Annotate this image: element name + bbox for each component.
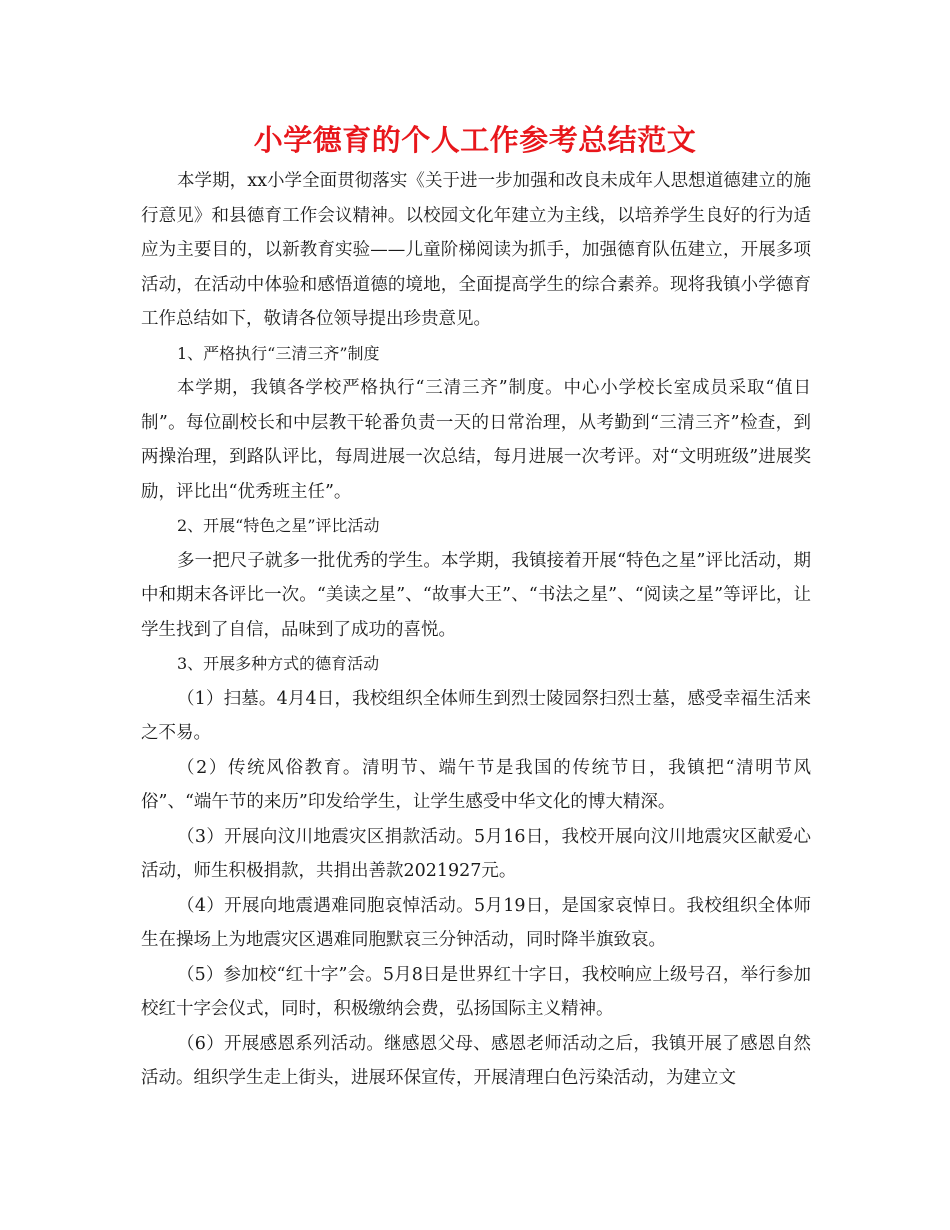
intro-paragraph: 本学期，xx小学全面贯彻落实《关于进一步加强和改良未成年人思想道德建立的施行意见》和县德育工作会议精神。以校园文化年建立为主线，以培养学生良好的行为适应为主要目的，以新教育实验——儿童阶梯阅读为抓手，加强德育队伍建立，开展多项活动，在活动中体验和感悟道德的境地，全面提高学生的综合素养。现将我镇小学德育工作总结如下，敬请各位领导提出珍贵意见。 bbox=[141, 171, 811, 329]
document-title: 小学德育的个人工作参考总结范文 bbox=[253, 123, 697, 157]
activity-item-5: （5）参加校“红十字”会。5月8日是世界红十字日，我校响应上级号召，举行参加校红十字会仪式，同时，积极缴纳会费，弘扬国际主义精神。 bbox=[141, 964, 811, 1019]
activity-item-3: （3）开展向汶川地震灾区捐款活动。5月16日，我校开展向汶川地震灾区献爱心活动，师生积极捐款，共捐出善款2021927元。 bbox=[141, 826, 811, 881]
section-heading-2: 2、开展“特色之星”评比活动 bbox=[177, 516, 380, 535]
activity-item-4: （4）开展向地震遇难同胞哀悼活动。5月19日，是国家哀悼日。我校组织全体师生在操场上为地震灾区遇难同胞默哀三分钟活动，同时降半旗致哀。 bbox=[141, 895, 811, 950]
document-body bbox=[141, 164, 811, 1096]
section-heading-3: 3、开展多种方式的德育活动 bbox=[177, 654, 380, 673]
section-1-paragraph: 本学期，我镇各学校严格执行“三清三齐”制度。中心小学校长室成员采取“值日制”。每位副校长和中层教干轮番负责一天的日常治理，从考勤到“三清三齐”检查，到两操治理，到路队评比，每周进展一次总结，每月进展一次考评。对“文明班级”进展奖励，评比出“优秀班主任”。 bbox=[141, 378, 811, 502]
section-heading-1: 1、严格执行“三清三齐”制度 bbox=[177, 343, 380, 363]
section-2-paragraph: 多一把尺子就多一批优秀的学生。本学期，我镇接着开展“特色之星”评比活动，期中和期末各评比一次。“美读之星”、“故事大王”、“书法之星”、“阅读之星”等评比，让学生找到了自信，品味到了成功的喜悦。 bbox=[141, 550, 811, 640]
activity-item-2: （2）传统风俗教育。清明节、端午节是我国的传统节日，我镇把“清明节风俗”、“端午节的来历”印发给学生，让学生感受中华文化的博大精深。 bbox=[141, 757, 811, 812]
activity-item-1: （1）扫墓。4月4日，我校组织全体师生到烈士陵园祭扫烈士墓，感受幸福生活来之不易。 bbox=[141, 688, 811, 743]
activity-item-6: （6）开展感恩系列活动。继感恩父母、感恩老师活动之后，我镇开展了感恩自然活动。组织学生走上街头，进展环保宣传，开展清理白色污染活动，为建立文 bbox=[141, 1033, 811, 1088]
